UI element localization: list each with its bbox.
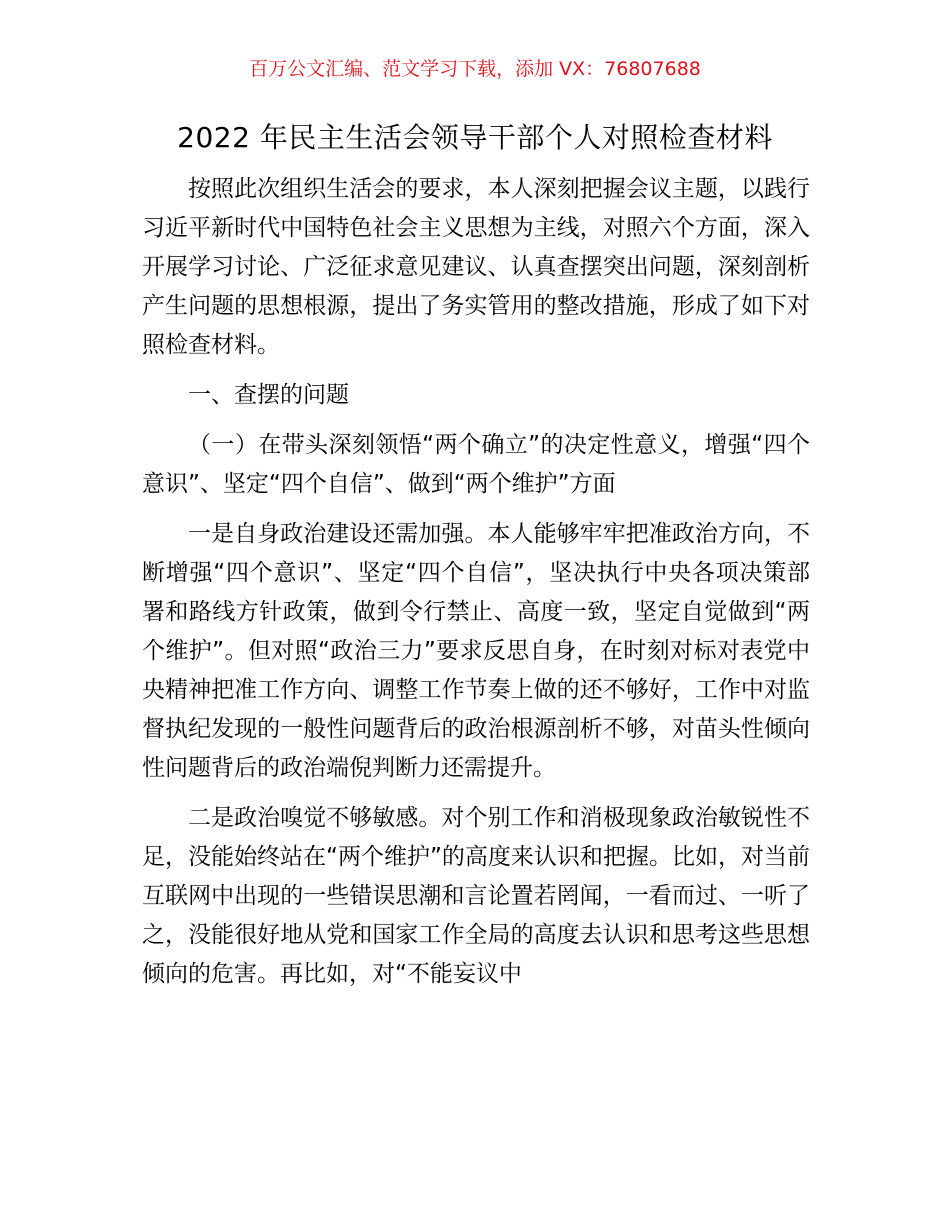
body-paragraph: 二是政治嗅觉不够敏感。对个别工作和消极现象政治敏锐性不足，没能始终站在“两个维护”的高度来认识和把握。比如，对当前互联网中出现的一些错误思潮和言论置若罔闻，一看而过、一听了之，没能很好地从党和国家工作全局的高度去认识和思考这些思想倾向的危害。再比如，对“不能妄议中 bbox=[142, 805, 810, 987]
document-title: 2022 年民主生活会领导干部个人对照检查材料 bbox=[177, 121, 773, 154]
subsection-heading: （一）在带头深刻领悟“两个确立”的决定性意义，增强“四个意识”、坚定“四个自信”、做到“两个维护”方面 bbox=[142, 432, 810, 497]
section-heading: 一、查摆的问题 bbox=[188, 382, 349, 408]
body-paragraph: 一是自身政治建设还需加强。本人能够牢牢把准政治方向，不断增强“四个意识”、坚定“四个自信”，坚决执行中央各项决策部署和路线方针政策，做到令行禁止、高度一致，坚定自觉做到“两个维护”。但对照“政治三力”要求反思自身，在时刻对标对表党中央精神把准工作方向、调整工作节奏上做的还不够好，工作中对监督执纪发现的一般性问题背后的政治根源剖析不够，对苗头性倾向性问题背后的政治端倪判断力还需提升。 bbox=[142, 521, 810, 781]
watermark-header: 百万公文汇编、范文学习下载，添加 VX：76807688 bbox=[249, 58, 701, 80]
intro-paragraph: 按照此次组织生活会的要求，本人深刻把握会议主题，以践行习近平新时代中国特色社会主义思想为主线，对照六个方面，深入开展学习讨论、广泛征求意见建议、认真查摆突出问题，深刻剖析产生问题的思想根源，提出了务实管用的整改措施，形成了如下对照检查材料。 bbox=[142, 176, 810, 358]
document-body bbox=[142, 170, 810, 994]
